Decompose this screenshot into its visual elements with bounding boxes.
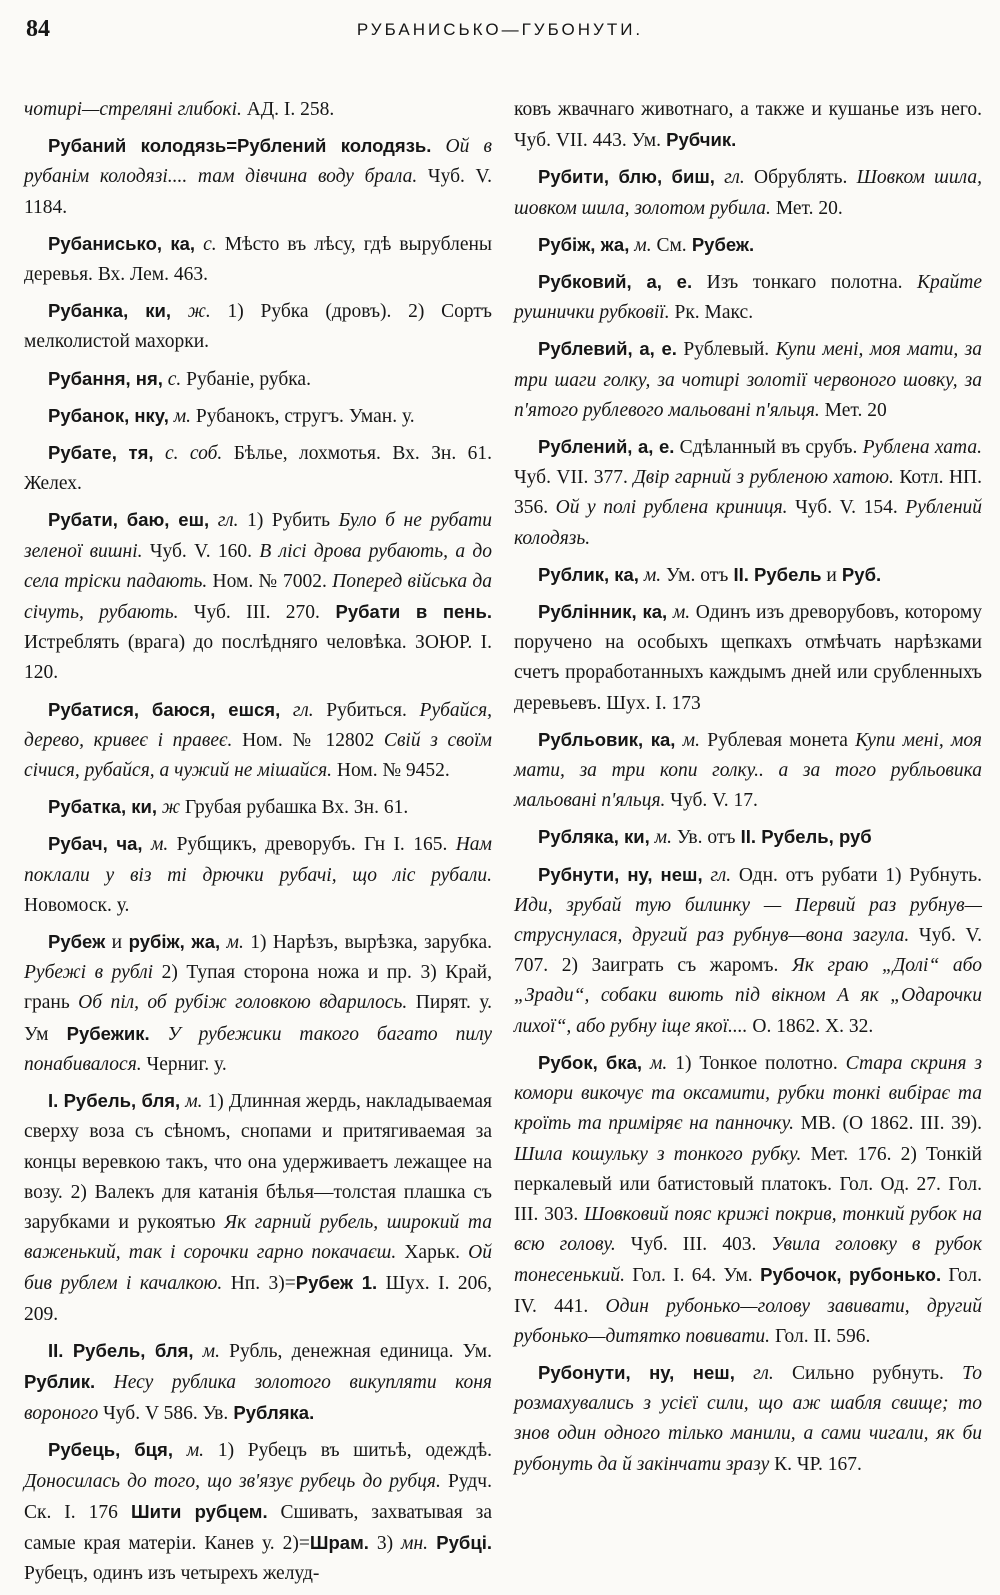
dictionary-entry — [24, 95, 492, 125]
example-text: Доносилась до того, що зв'язує рубець до рубця. — [24, 1470, 441, 1492]
grammar-label: с. соб. — [153, 443, 223, 465]
example-text: То розмахувались з усієї сили, що аж шабля свище; то знов один одного тілько манили, а сами чигали, як би рубонуть да й закінчати зразу — [514, 1362, 983, 1475]
headword: Рублений, а, е. — [538, 436, 675, 458]
source-citation: Мет. 20. — [770, 197, 843, 219]
source-citation: Чуб. VII. 443. Ум. — [514, 130, 661, 152]
grammar-label: м. — [642, 1052, 668, 1074]
source-citation: Чуб. V. 160. — [142, 540, 253, 562]
grammar-label: ж. — [171, 301, 211, 323]
definition-text: Сшивать, захватывая за самые края матеріи. — [24, 1501, 492, 1554]
example-text: Иди, зрубай тую билинку — Первий раз рубнув—струснулася, другий раз рубнув—вона загула. — [514, 894, 982, 947]
definition-text: Обрублять. — [744, 167, 848, 189]
source-citation: Вх. Зн. 61. — [316, 797, 409, 819]
example-text: Рублена хата. — [857, 437, 982, 459]
source-citation: Ном. № 7002. — [207, 570, 327, 592]
definition-text: 2) Тупая сторона ножа и пр. 3) Край, грань — [24, 962, 492, 1014]
dictionary-entry — [514, 95, 982, 156]
grammar-label: м. — [649, 827, 672, 849]
source-citation: Новомоск. у. — [24, 894, 130, 916]
definition-text: Сдѣланный въ срубъ. — [674, 437, 858, 459]
dictionary-entry — [514, 725, 982, 817]
definition-text: Изъ тонкаго полотна. — [692, 272, 903, 294]
running-head: РУБАНИСЬКО—ГУБОНУТИ. — [356, 20, 644, 39]
headword: Рубчик. — [660, 129, 737, 151]
source-citation: Ном. № 9452. — [332, 760, 450, 782]
grammar-label: м. — [193, 1340, 220, 1362]
headword: Рубатися, баюся, ешся, — [48, 698, 281, 720]
dictionary-entry — [514, 162, 982, 223]
headword: Рубанок, нку, — [48, 404, 169, 426]
headword: Рубльовик, ка, — [538, 728, 676, 750]
grammar-label: гл. — [734, 1362, 774, 1384]
dictionary-entry — [24, 1435, 492, 1589]
definition-text: 1) Длинная жердь, накладываемая сверху воза съ сѣномъ, снопами и притягиваемая за концы веревкою такъ, что она удерживаетъ лежащее на возу. 2) Валекъ для катанія бѣлья—толстая плашка съ зарубками и рукоятью — [24, 1091, 492, 1233]
headword: Рубок, бка, — [538, 1051, 643, 1073]
example-text: Шила кошульку з тонкого рубку. — [514, 1143, 802, 1165]
source-citation: Гол. Од. 27. Гол. III. 303. — [514, 1173, 982, 1225]
definition-text: Мѣсто въ лѣсу, гдѣ вырублены деревья. — [24, 233, 493, 286]
source-citation: Гол. I. 64. Ум. — [625, 1265, 753, 1287]
grammar-label: гл. — [280, 699, 314, 721]
headword: Рубати в пень. — [319, 601, 492, 623]
dictionary-entry — [24, 401, 492, 432]
definition-text: Бѣлье, лохмотья. — [222, 443, 381, 465]
definition-text: Рубанокъ, стругъ. — [191, 405, 344, 427]
headword: I. Рубель, бля, — [48, 1090, 181, 1112]
headword: Рубежик. — [48, 1022, 150, 1044]
headword: Шити рубцем. — [117, 1500, 268, 1522]
headword: Рубонути, ну, неш, — [538, 1361, 735, 1383]
headword: Рубіж, жа, — [538, 233, 630, 255]
source-citation: МВ. (О 1862. III. 39). — [793, 1113, 982, 1135]
grammar-label: м. — [172, 1440, 205, 1462]
grammar-label: гл. — [714, 167, 745, 189]
dictionary-entry — [514, 1048, 982, 1352]
headword: II. Рубель, руб — [735, 826, 872, 848]
definition-text: Ум. отъ — [661, 564, 729, 586]
dictionary-entry — [24, 438, 492, 499]
source-citation: Вх. Зн. 61. Желех. — [24, 443, 493, 495]
source-citation: Гн I. 165. — [355, 834, 448, 856]
example-text: Свій з своїм січися, рубайся, а чужий не мішайся. — [24, 729, 492, 782]
example-text: У рубежики такого багато пилу понабивалося. — [24, 1023, 492, 1075]
dictionary-entry — [514, 1358, 982, 1480]
grammar-label: гл. — [702, 864, 732, 886]
dictionary-entry — [24, 505, 492, 688]
grammar-label: м. — [168, 405, 192, 427]
grammar-label: с. — [162, 368, 182, 390]
example-text: Увила головку в рубок тонесенький. — [514, 1234, 982, 1287]
dictionary-entry — [24, 364, 492, 395]
dictionary-entry — [514, 860, 982, 1042]
definition-text: Рубецъ, одинъ изъ четырехъ желуд- — [24, 1563, 320, 1585]
example-text: Купи мені, моя мати, за три шаги голку, за чотирі золотії червоного шовку, за п'ятого рублевого мальовані п'яльця. — [514, 339, 982, 421]
dictionary-entry — [514, 432, 982, 554]
example-text: Шовком шила, шовком шила, золотом рубила. — [514, 167, 982, 219]
example-text: Рублений колодязь. — [514, 497, 982, 549]
source-citation: Чуб. V 586. Ув. — [98, 1403, 229, 1425]
dictionary-entry — [24, 927, 492, 1080]
example-text: Об піл, об рубіж головкою вдарилось. — [69, 992, 408, 1014]
source-citation: Шух. I. 206, 209. — [24, 1273, 493, 1325]
source-citation: ЗОЮР. I. 120. — [24, 632, 492, 684]
headword: II. Рубель, бля, — [48, 1339, 194, 1361]
source-citation: Котл. НП. 356. — [514, 467, 982, 519]
example-text: Ой бив рублем і качалкою. — [24, 1242, 493, 1295]
grammar-label: м. — [638, 564, 662, 586]
example-text: чотирі—стреляні глибокі. — [24, 99, 242, 120]
definition-text: Рубщикъ, древорубъ. — [168, 834, 356, 856]
source-citation: Канев у. — [196, 1532, 275, 1554]
grammar-label: м. — [180, 1091, 203, 1113]
source-citation: Чуб. V. 17. — [665, 790, 758, 812]
headword: рубіж, жа, — [122, 931, 221, 953]
source-citation: Чуб. III. 403. — [615, 1234, 757, 1256]
headword: Шрам. — [309, 1531, 369, 1553]
dictionary-entry — [24, 131, 492, 223]
source-citation: Чуб. V. 154. — [787, 497, 898, 519]
definition-text: 1) Тонкое полотно. — [667, 1052, 838, 1074]
dictionary-entry — [514, 230, 982, 261]
definition-text: Истреблять (врага) до послѣдняго человѣка. — [24, 632, 407, 654]
definition-text: 1) Рубка (дровъ). 2) Сортъ мелколистой махорки. — [24, 301, 493, 353]
grammar-label: м. — [142, 834, 169, 856]
grammar-label: м. — [220, 932, 244, 954]
definition-text: 1) Нарѣзъ, вырѣзка, зарубка. — [243, 932, 492, 954]
example-text: Несу рублика золотого викупляти коня вороного — [24, 1371, 492, 1425]
grammar-label: м. — [667, 602, 691, 624]
example-text: Ой в рубанім колодязі.... там дівчина воду брала. — [24, 136, 492, 188]
source-citation: Нп. — [222, 1273, 261, 1295]
dictionary-entry — [514, 822, 982, 853]
definition-text: Рубль, денежная единица. — [220, 1340, 454, 1362]
source-citation: К. ЧР. 167. — [769, 1453, 862, 1475]
example-text: Нам поклали у віз ті дрючки рубачі, що ліс рубали. — [24, 834, 492, 886]
example-text: Рубайся, дерево, кривеє і правеє. — [24, 699, 493, 751]
headword: Рубеж — [48, 931, 106, 953]
source-citation: Гол. II. 596. — [770, 1325, 871, 1347]
definition-text: 2) Заиграть съ жаромъ. — [548, 955, 779, 977]
source-citation: Рк. Макс. — [669, 302, 754, 324]
dictionary-entry — [24, 296, 492, 357]
definition-text: ковъ жвачнаго животнаго, а также и кушанье изъ него. — [514, 99, 982, 120]
source-citation: Мет. 20 — [819, 399, 887, 421]
headword: Рубач, ча, — [48, 833, 143, 855]
source-citation: АД. I. 258. — [241, 99, 335, 120]
dictionary-entry — [514, 267, 982, 328]
example-text: Було б не рубати зеленої вишні. — [24, 510, 493, 562]
definition-text: Грубая рубашка — [180, 797, 317, 819]
example-text: Ой у полі рублена криниця. — [548, 497, 788, 519]
dictionary-entry — [24, 695, 492, 787]
headword: Рубатка, ки, — [48, 796, 158, 818]
headword: Руб. — [836, 563, 882, 585]
definition-text: 3)= — [260, 1273, 296, 1295]
definition-text: Рублевый. — [676, 339, 770, 361]
definition-text: 1) Рубить — [238, 510, 331, 532]
definition-text: и — [105, 932, 123, 954]
definition-text: Одинъ изъ древорубовъ, которому поручено на особыхъ щепкахъ отмѣчать нарѣзками счетъ проработанныхъ каждымъ дней или срубленныхъ деревьевъ. — [514, 602, 983, 714]
grammar-label: гл. — [209, 510, 239, 532]
headword: Рублінник, ка, — [538, 601, 668, 623]
grammar-label: ж — [157, 797, 181, 819]
source-citation: Харьк. — [396, 1242, 461, 1264]
example-text: Купи мені, моя мати, за три копи голку.. а за того рубльовика мальовані п'яльця. — [514, 729, 982, 812]
example-text: В лісі дрова рубають, а до села тріски падають. — [24, 540, 493, 592]
example-text: Рубежі в рублі — [24, 962, 154, 984]
headword: Рубочок, рубонько. — [752, 1264, 942, 1286]
dictionary-entry — [24, 1336, 492, 1430]
page-header — [0, 10, 1000, 50]
definition-text: Рублевая монета — [699, 729, 848, 751]
definition-text: 3) — [368, 1532, 394, 1554]
source-citation: Шух. I. 173 — [601, 692, 701, 714]
source-citation: Мет. 176. — [801, 1143, 892, 1165]
headword: Рубковий, а, е. — [538, 271, 693, 293]
example-text: Поперед війська да січуть, рубають. — [24, 570, 493, 624]
headword: Рубеж. — [686, 233, 755, 255]
headword: Рубити, блю, биш, — [538, 166, 715, 188]
grammar-label: мн. — [393, 1532, 429, 1554]
dictionary-entry — [24, 229, 492, 290]
example-text: Один рубонько—голову завивати, другий рубонько—дитятко повивати. — [514, 1295, 983, 1347]
source-citation: Ум. — [453, 1340, 492, 1362]
source-citation: Вх. Лем. 463. — [92, 264, 209, 286]
headword: II. Рубель — [728, 563, 822, 585]
headword: Рубання, ня, — [48, 367, 163, 389]
headword: Рубеж 1. — [295, 1272, 378, 1294]
source-citation: Ном. № 12802 — [232, 729, 375, 751]
example-text: Шовковий пояс крижі покрив, тонкий рубок на всю голову. — [514, 1203, 982, 1256]
source-citation: Чуб. V. 707. — [514, 925, 983, 977]
definition-text: 2) Тонкій перкалевый или батистовый платокъ. — [514, 1143, 982, 1195]
definition-text: и — [821, 564, 837, 586]
example-text: Стара скриня з комори викочує та оксамити, рубки тонкі вибірає та кроїть та приміряє на панночку. — [514, 1052, 982, 1135]
example-text: Двір гарний з рубленою хатою. — [627, 467, 894, 489]
grammar-label: м. — [675, 729, 700, 751]
definition-text: Одн. отъ рубати 1) Рубнуть. — [731, 864, 982, 886]
headword: Рубляка, ки, — [538, 826, 650, 848]
source-citation: Чуб. V. 1184. — [24, 166, 492, 218]
dictionary-entry — [514, 597, 982, 719]
right-column — [514, 95, 982, 1486]
headword: Рубляка. — [228, 1402, 315, 1424]
headword: Рубаний колодязь=Рублений колодязь. — [48, 135, 432, 157]
page-number: 84 — [26, 16, 50, 42]
definition-text: 1) Рубецъ въ шитьѣ, одеждѣ. — [204, 1440, 492, 1462]
left-column — [24, 95, 492, 1595]
dictionary-entry — [24, 1086, 492, 1330]
definition-text: Рубиться. — [313, 699, 407, 721]
source-citation: Чуб. III. 270. — [178, 602, 320, 624]
headword: Рубці. — [428, 1531, 492, 1553]
headword: Рубанисько, ка, — [48, 232, 196, 254]
source-citation: Пирят. у. Ум — [24, 992, 492, 1045]
dictionary-entry — [514, 334, 982, 426]
source-citation: О. 1862. X. 32. — [747, 1015, 874, 1037]
headword: Рубанка, ки, — [48, 300, 171, 322]
dictionary-entry — [514, 560, 982, 591]
headword: Рублевий, а, е. — [538, 338, 677, 360]
definition-text: Сильно рубнуть. — [773, 1362, 944, 1384]
grammar-label: м. — [629, 234, 652, 256]
example-text: Як граю „Долі“ або „Зради“, собаки виють під вікном А як „Одарочки лихої“, або рубну іще якої.... — [514, 955, 982, 1037]
example-text: Як гарний рубель, широкий та важенький, так і сорочки гарно покачаєш. — [24, 1211, 492, 1264]
definition-text: См. — [651, 234, 687, 256]
grammar-label: с. — [195, 233, 217, 255]
headword: Рублик, ка, — [538, 563, 639, 585]
headword: Рубати, баю, еш, — [48, 509, 210, 531]
source-citation: Уман. у. — [343, 405, 415, 427]
definition-text: 2)= — [274, 1532, 310, 1554]
headword: Рублик. — [24, 1370, 96, 1392]
source-citation: Гол. IV. 441. — [514, 1265, 982, 1317]
dictionary-entry — [24, 792, 492, 823]
headword: Рубнути, ну, неш, — [538, 863, 703, 885]
headword: Рубате, тя, — [48, 442, 154, 464]
source-citation: Черниг. у. — [141, 1053, 227, 1075]
source-citation: Чуб. VII. 377. — [514, 467, 628, 489]
headword: Рубець, бця, — [48, 1439, 173, 1461]
definition-text: Рубаніе, рубка. — [181, 368, 311, 390]
definition-text: Ув. отъ — [671, 827, 736, 849]
source-citation: Рудч. Ск. I. 176 — [24, 1470, 492, 1523]
dictionary-entry — [24, 829, 492, 921]
example-text: Крайте рушнички рубковії. — [514, 272, 982, 324]
